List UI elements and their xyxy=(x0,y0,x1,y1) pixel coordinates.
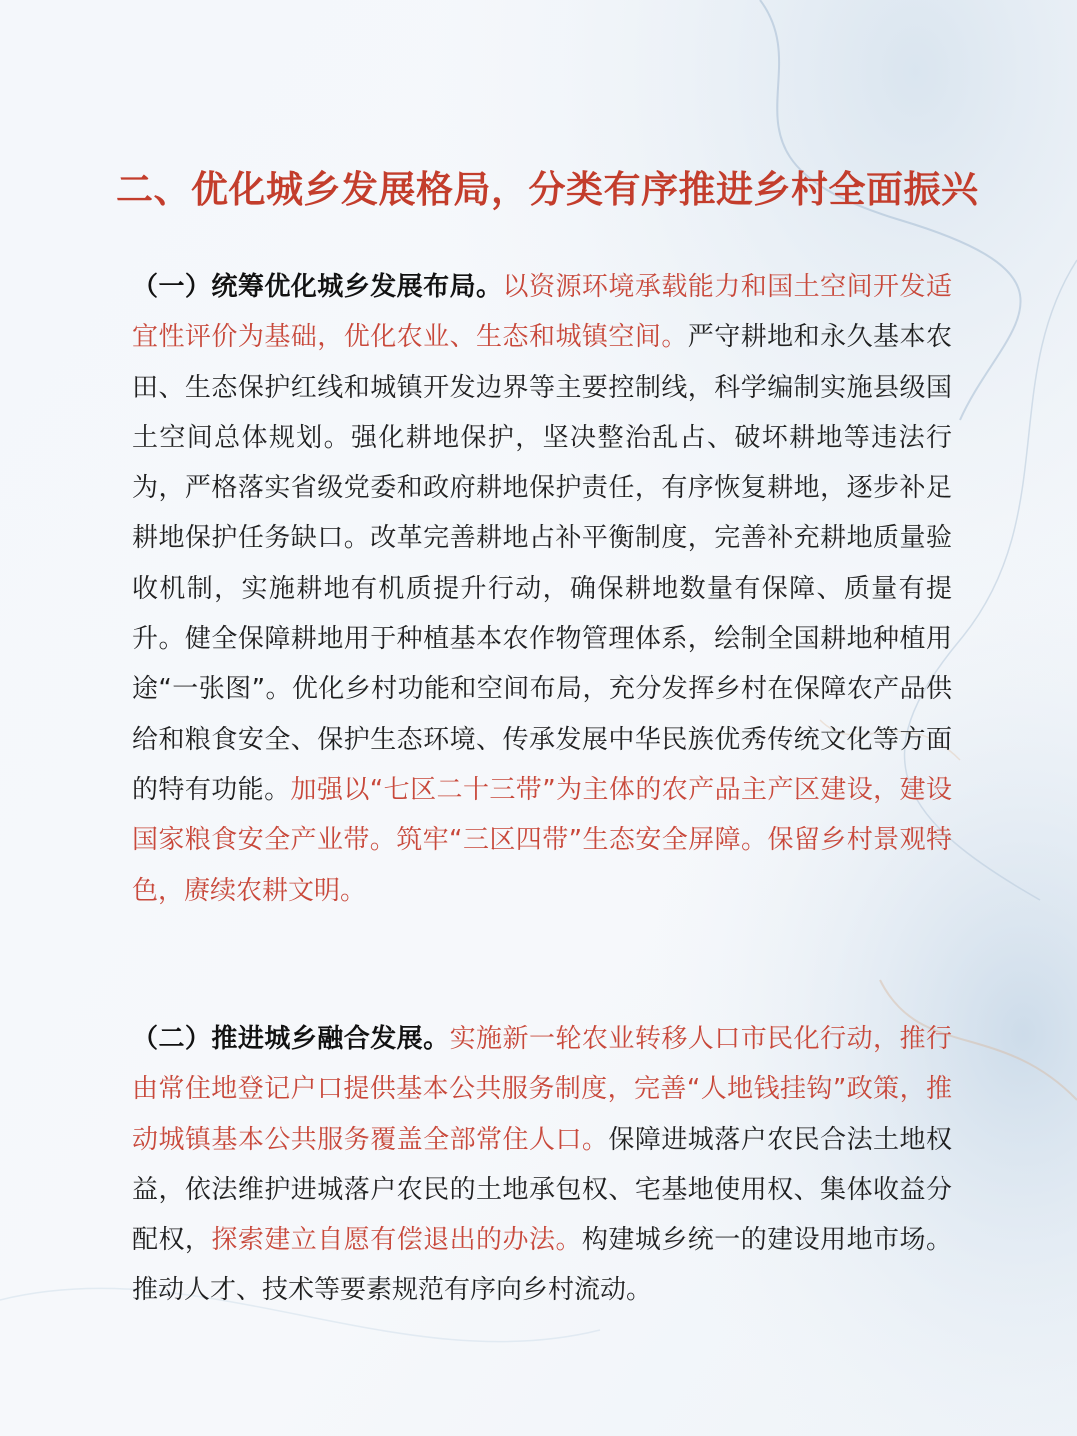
section-1-body-1: 严守耕地和永久基本农田、生态保护红线和城镇开发边界等主要控制线，科学编制实施县级国土空间总体规划。强化耕地保护，坚决整治乱占、破坏耕地等违法行为，严格落实省级党委和政府耕地保护责任，有序恢复耕地，逐步补足耕地保护任务缺口。改革完善耕地占补平衡制度，完善补充耕地质量验收机制，实施耕地有机质提升行动，确保耕地数量有保障、质量有提升。健全保障耕地用于种植基本农作物管理体系，绘制全国耕地种植用途“一张图”。优化乡村功能和空间布局，充分发挥乡村在保障农产品供给和粮食安全、保护生态环境、传承发展中华民族优秀传统文化等方面的特有功能。 xyxy=(132,322,952,805)
page-title: 二、优化城乡发展格局，分类有序推进乡村全面振兴 xyxy=(116,168,979,211)
section-2-highlight-1: 实施新一轮农业转移人口市民化行动，推行由常住地登记户口提供基本公共服务制度，完善“人地钱挂钩”政策，推动城镇基本公共服务覆盖全部常住人口。 xyxy=(132,1024,952,1155)
section-2-heading: （二）推进城乡融合发展。 xyxy=(132,1024,450,1054)
section-1-highlight-2: 加强以“七区二十三带”为主体的农产品主产区建设，建设国家粮食安全产业带。筑牢“三区四带”生态安全屏障。保留乡村景观特色，赓续农耕文明。 xyxy=(132,774,952,906)
section-1-paragraph xyxy=(132,262,952,916)
section-1-heading: （一）统筹优化城乡发展布局。 xyxy=(132,272,503,302)
section-2-paragraph xyxy=(132,1014,952,1316)
section-2-highlight-2: 探索建立自愿有偿退出的办法。 xyxy=(211,1225,582,1256)
section-2-body-1: 保障进城落户农民合法土地权益，依法维护进城落户农民的土地承包权、宅基地使用权、集体收益分配权， xyxy=(132,1124,952,1256)
section-1-highlight-1: 以资源环境承载能力和国土空间开发适宜性评价为基础，优化农业、生态和城镇空间。 xyxy=(132,272,952,353)
section-2-body-2: 构建城乡统一的建设用地市场。推动人才、技术等要素规范有序向乡村流动。 xyxy=(132,1225,952,1306)
